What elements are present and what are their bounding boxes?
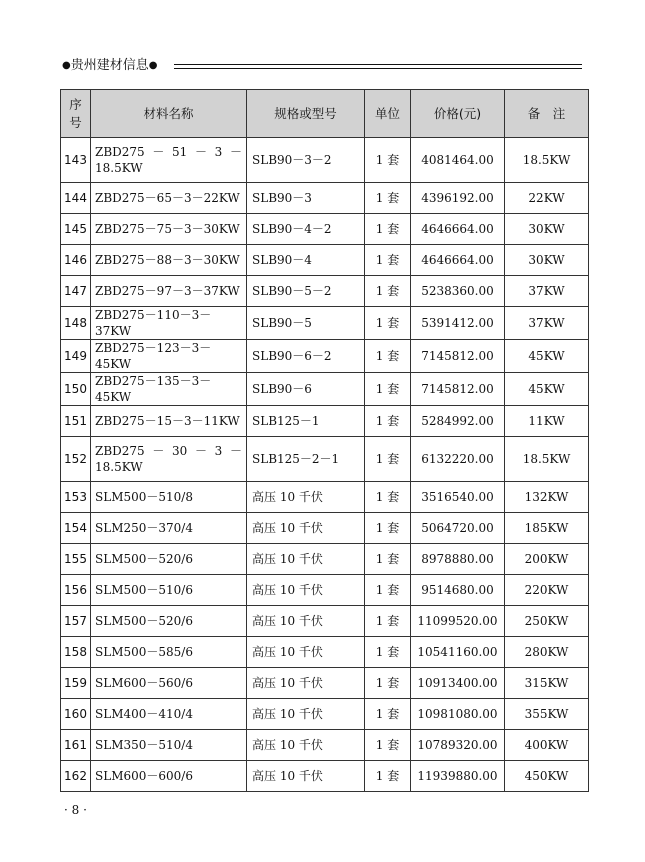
- material-name-cell: SLM400－410/4: [91, 699, 247, 730]
- price-cell: 10789320.00: [411, 730, 505, 761]
- price-cell: 5284992.00: [411, 406, 505, 437]
- spec-cell: SLB90－6: [247, 373, 365, 406]
- table-row: [61, 606, 589, 637]
- material-name-cell: SLM500－520/6: [91, 606, 247, 637]
- table-header-row: [61, 90, 589, 138]
- column-header-name: 材料名称: [91, 90, 247, 138]
- row-number-cell: 146: [61, 245, 91, 276]
- spec-cell: 高压 10 千伏: [247, 668, 365, 699]
- row-number-cell: 158: [61, 637, 91, 668]
- row-number-cell: 148: [61, 307, 91, 340]
- bullet-dot-icon: ●: [148, 60, 158, 71]
- material-name-cell: ZBD275－88－3－30KW: [91, 245, 247, 276]
- table-row: [61, 340, 589, 373]
- material-name-cell: [91, 138, 247, 183]
- spec-cell: 高压 10 千伏: [247, 544, 365, 575]
- note-cell: 400KW: [505, 730, 589, 761]
- row-number-cell: 162: [61, 761, 91, 792]
- spec-cell: SLB90－6－2: [247, 340, 365, 373]
- material-name-cell: SLM600－560/6: [91, 668, 247, 699]
- material-name-cell: ZBD275－75－3－30KW: [91, 214, 247, 245]
- row-number-cell: 152: [61, 437, 91, 482]
- row-number-cell: 160: [61, 699, 91, 730]
- spec-cell: SLB90－4: [247, 245, 365, 276]
- note-cell: 250KW: [505, 606, 589, 637]
- price-cell: 4081464.00: [411, 138, 505, 183]
- row-number-cell: 147: [61, 276, 91, 307]
- row-number-cell: 157: [61, 606, 91, 637]
- table-row: [61, 513, 589, 544]
- material-name-cell: SLM500－585/6: [91, 637, 247, 668]
- material-name-cell: SLM600－600/6: [91, 761, 247, 792]
- publication-title-text: 贵州建材信息: [70, 58, 149, 73]
- table-row: [61, 138, 589, 183]
- note-cell: 22KW: [505, 183, 589, 214]
- material-name-cell: SLM500－510/6: [91, 575, 247, 606]
- note-cell: 11KW: [505, 406, 589, 437]
- material-name-line2: 18.5KW: [95, 460, 143, 474]
- table-row: [61, 373, 589, 406]
- table-row: [61, 214, 589, 245]
- note-cell: 45KW: [505, 373, 589, 406]
- spec-cell: SLB125－2－1: [247, 437, 365, 482]
- unit-cell: 1 套: [365, 276, 411, 307]
- note-cell: 18.5KW: [505, 138, 589, 183]
- column-header-note: 备 注: [505, 90, 589, 138]
- table-row: [61, 668, 589, 699]
- price-cell: 4646664.00: [411, 214, 505, 245]
- price-cell: 8978880.00: [411, 544, 505, 575]
- unit-cell: 1 套: [365, 482, 411, 513]
- spec-cell: SLB90－3－2: [247, 138, 365, 183]
- row-number-cell: 143: [61, 138, 91, 183]
- table-row: [61, 544, 589, 575]
- unit-cell: 1 套: [365, 730, 411, 761]
- material-name-line2: 18.5KW: [95, 161, 143, 175]
- material-name-cell: SLM500－520/6: [91, 544, 247, 575]
- page-header: [62, 56, 582, 76]
- spec-cell: 高压 10 千伏: [247, 575, 365, 606]
- unit-cell: 1 套: [365, 245, 411, 276]
- spec-cell: SLB90－5: [247, 307, 365, 340]
- row-number-cell: 154: [61, 513, 91, 544]
- material-name-line1: ZBD275 － 30 － 3 －: [95, 444, 242, 458]
- price-cell: 11939880.00: [411, 761, 505, 792]
- material-name-cell: ZBD275－65－3－22KW: [91, 183, 247, 214]
- unit-cell: 1 套: [365, 513, 411, 544]
- spec-cell: SLB90－3: [247, 183, 365, 214]
- table-row: [61, 482, 589, 513]
- note-cell: 30KW: [505, 245, 589, 276]
- table-row: [61, 637, 589, 668]
- price-cell: 10981080.00: [411, 699, 505, 730]
- row-number-cell: 150: [61, 373, 91, 406]
- spec-cell: 高压 10 千伏: [247, 730, 365, 761]
- row-number-cell: 151: [61, 406, 91, 437]
- price-cell: 3516540.00: [411, 482, 505, 513]
- column-header-price: 价格(元): [411, 90, 505, 138]
- row-number-cell: 161: [61, 730, 91, 761]
- spec-cell: SLB90－4－2: [247, 214, 365, 245]
- unit-cell: 1 套: [365, 761, 411, 792]
- price-cell: 4646664.00: [411, 245, 505, 276]
- bullet-dot-icon: ●: [62, 60, 71, 71]
- material-name-cell: ZBD275－110－3－37KW: [91, 307, 247, 340]
- unit-cell: 1 套: [365, 668, 411, 699]
- row-number-cell: 153: [61, 482, 91, 513]
- table-row: [61, 575, 589, 606]
- spec-cell: 高压 10 千伏: [247, 606, 365, 637]
- row-number-cell: 149: [61, 340, 91, 373]
- table-row: [61, 699, 589, 730]
- material-name-cell: SLM350－510/4: [91, 730, 247, 761]
- unit-cell: 1 套: [365, 307, 411, 340]
- note-cell: 315KW: [505, 668, 589, 699]
- note-cell: 45KW: [505, 340, 589, 373]
- column-header-no: 序 号: [61, 90, 91, 138]
- note-cell: 30KW: [505, 214, 589, 245]
- unit-cell: 1 套: [365, 138, 411, 183]
- price-cell: 11099520.00: [411, 606, 505, 637]
- material-name-line1: ZBD275 － 51 － 3 －: [95, 145, 242, 159]
- header-rule-thin: [174, 68, 582, 69]
- note-cell: 220KW: [505, 575, 589, 606]
- note-cell: 37KW: [505, 276, 589, 307]
- row-number-cell: 145: [61, 214, 91, 245]
- material-name-cell: SLM250－370/4: [91, 513, 247, 544]
- unit-cell: 1 套: [365, 406, 411, 437]
- unit-cell: 1 套: [365, 437, 411, 482]
- page-number: · 8 ·: [64, 803, 87, 817]
- material-name-cell: ZBD275－123－3－45KW: [91, 340, 247, 373]
- row-number-cell: 159: [61, 668, 91, 699]
- note-cell: 280KW: [505, 637, 589, 668]
- unit-cell: 1 套: [365, 575, 411, 606]
- note-cell: 200KW: [505, 544, 589, 575]
- unit-cell: 1 套: [365, 214, 411, 245]
- table-row: [61, 437, 589, 482]
- spec-cell: 高压 10 千伏: [247, 513, 365, 544]
- table-row: [61, 307, 589, 340]
- note-cell: 132KW: [505, 482, 589, 513]
- note-cell: 185KW: [505, 513, 589, 544]
- price-cell: 10541160.00: [411, 637, 505, 668]
- material-name-cell: ZBD275－15－3－11KW: [91, 406, 247, 437]
- price-cell: 10913400.00: [411, 668, 505, 699]
- unit-cell: 1 套: [365, 606, 411, 637]
- table-row: [61, 730, 589, 761]
- spec-cell: 高压 10 千伏: [247, 699, 365, 730]
- spec-cell: 高压 10 千伏: [247, 637, 365, 668]
- material-name-cell: SLM500－510/8: [91, 482, 247, 513]
- price-cell: 5064720.00: [411, 513, 505, 544]
- price-cell: 4396192.00: [411, 183, 505, 214]
- unit-cell: 1 套: [365, 637, 411, 668]
- unit-cell: 1 套: [365, 544, 411, 575]
- table-row: [61, 761, 589, 792]
- note-cell: 355KW: [505, 699, 589, 730]
- spec-cell: 高压 10 千伏: [247, 482, 365, 513]
- header-rule-thick: [174, 64, 582, 65]
- row-number-cell: 156: [61, 575, 91, 606]
- note-cell: 18.5KW: [505, 437, 589, 482]
- price-cell: 9514680.00: [411, 575, 505, 606]
- price-cell: 7145812.00: [411, 340, 505, 373]
- table-row: [61, 276, 589, 307]
- price-table: [60, 89, 589, 792]
- column-header-spec: 规格或型号: [247, 90, 365, 138]
- price-cell: 6132220.00: [411, 437, 505, 482]
- material-name-cell: ZBD275－135－3－45KW: [91, 373, 247, 406]
- publication-title: [62, 58, 161, 74]
- price-cell: 5238360.00: [411, 276, 505, 307]
- column-header-unit: 单位: [365, 90, 411, 138]
- spec-cell: SLB125－1: [247, 406, 365, 437]
- note-cell: 37KW: [505, 307, 589, 340]
- unit-cell: 1 套: [365, 699, 411, 730]
- spec-cell: SLB90－5－2: [247, 276, 365, 307]
- unit-cell: 1 套: [365, 183, 411, 214]
- table-row: [61, 183, 589, 214]
- unit-cell: 1 套: [365, 340, 411, 373]
- row-number-cell: 155: [61, 544, 91, 575]
- price-cell: 7145812.00: [411, 373, 505, 406]
- material-name-cell: [91, 437, 247, 482]
- spec-cell: 高压 10 千伏: [247, 761, 365, 792]
- note-cell: 450KW: [505, 761, 589, 792]
- row-number-cell: 144: [61, 183, 91, 214]
- unit-cell: 1 套: [365, 373, 411, 406]
- material-name-cell: ZBD275－97－3－37KW: [91, 276, 247, 307]
- table-row: [61, 245, 589, 276]
- table-row: [61, 406, 589, 437]
- price-cell: 5391412.00: [411, 307, 505, 340]
